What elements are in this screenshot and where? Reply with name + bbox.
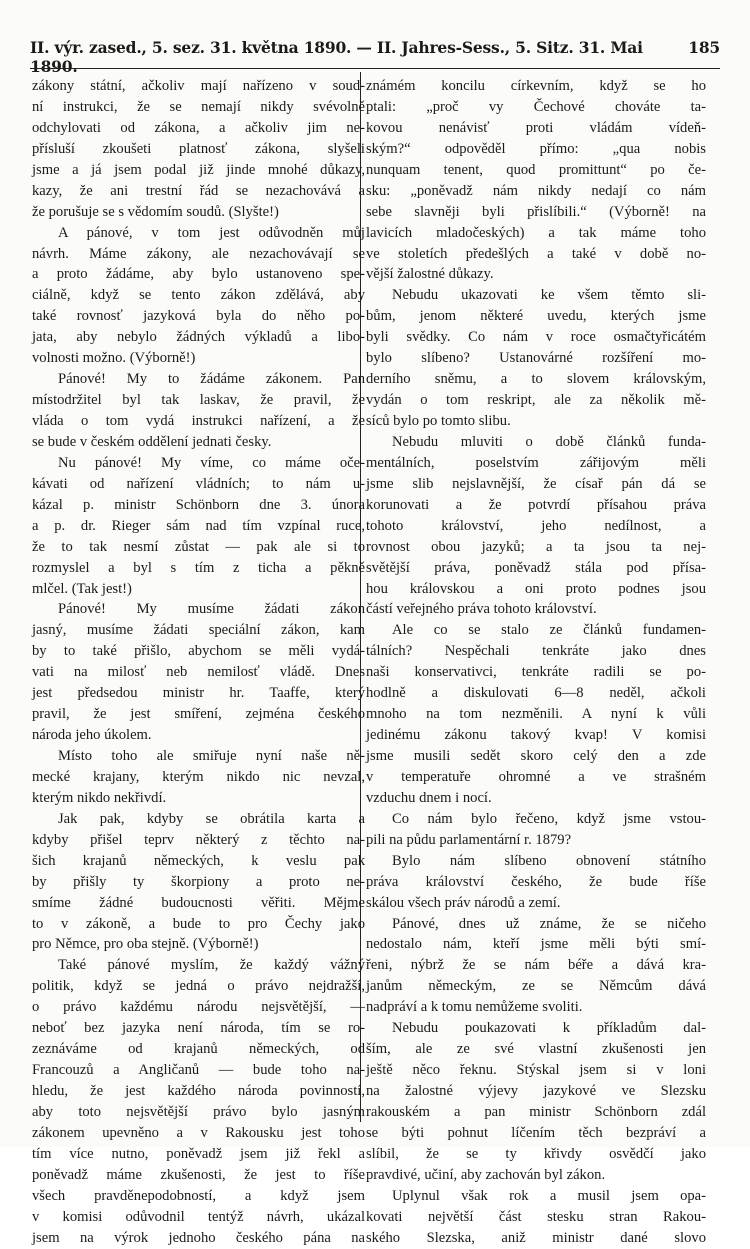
text-line: skálou všech práv národů a zemí.	[366, 894, 561, 911]
text-line: jata, aby nebylo žádných výkladů a libo-	[32, 329, 365, 346]
text-line: přísluší zkoušeti platnosť zákona, slyšeli	[32, 140, 365, 157]
text-line: hodlně a diskulovati 6—8 neděl, ačkoli	[366, 685, 706, 702]
text-line: práva království českého, že bude říše	[366, 873, 706, 890]
text-line: známém koncilu církevním, když se ho	[366, 78, 706, 94]
text-line: jest předsedou ministr hr. Taaffe, který	[32, 685, 365, 702]
text-line: světější práva, poněvadž stála pod přísa-	[366, 559, 706, 576]
text-line: Pánové! My musíme žádati zákon	[58, 601, 365, 618]
text-line: jsme slib nejslavnější, že císař pán dá se	[366, 475, 706, 492]
text-line: odchylovati od zákona, a ačkoliv jim ne-	[32, 119, 365, 136]
page-number: 185	[688, 38, 720, 57]
text-line: nedostalo nám, kteří jsme měli býti smí-	[366, 936, 706, 953]
text-line: nunquam tenent, quod promittunt“ po če-	[366, 161, 706, 178]
text-line: kazy, že ani trestní řád se nezachovává a	[32, 182, 365, 199]
text-line: síců bylo po tomto slibu.	[366, 413, 511, 429]
text-line: pili na půdu parlamentární r. 1879?	[366, 831, 572, 848]
text-line: pravdivé, učiní, aby zachován byl zákon.	[366, 1166, 606, 1183]
text-line: poněvadž máme zkušenosti, že jest to říše	[32, 1166, 365, 1183]
text-line: že to tak nesmí zůstat — pak ale si to	[32, 538, 365, 555]
text-line: Jak pak, kdyby se obrátila karta a	[58, 810, 365, 827]
text-line: rozmyslel a byl s tím z ticha a pěkně	[32, 559, 365, 576]
text-line: pro Němce, pro oba stejně. (Výborně!)	[32, 936, 259, 953]
text-line: jsme a já jsem podal již jinde mnohé důkazy,	[32, 161, 365, 178]
text-line: korunovati a že potvrdí přísahou práva	[366, 496, 706, 513]
text-line: ským?“ odpověděl přímo: „qua nobis	[366, 140, 706, 157]
header-title: II. výr. zased., 5. sez. 31. května 1890. — II. Jahres-Sess., 5. Sitz. 31. Mai 1890.	[30, 38, 643, 76]
text-line: se býti pohnut líčením těch bezpráví a	[366, 1124, 706, 1141]
text-line: rakouském a pan ministr Schönborn zdál	[366, 1103, 706, 1120]
text-line: Také pánové myslím, že každý vážný	[58, 957, 365, 974]
text-line: hledu, že jest každého národa povinností,	[32, 1083, 365, 1099]
text-line: zákony státní, ačkoliv mají nařízeno v soud-	[32, 78, 365, 94]
text-line: by to také přišlo, abychom se měli vydá-	[32, 643, 365, 660]
text-line: mecké krajany, kterým nikdo nic nevzal,	[32, 768, 365, 785]
text-line: Francouzů a Angličanů — bude toho na-	[32, 1062, 365, 1079]
text-line: o právo každému národu nejsvětější, —	[32, 999, 365, 1016]
text-line: ciálně, když se tento zákon zdělává, aby	[32, 287, 365, 304]
text-line: řeni, nýbrž že se nám béře a dává kra-	[366, 957, 706, 974]
text-line: by přišly ty škorpiony a proto ne-	[32, 873, 365, 890]
text-line: kdyby přišel teprv některý z těchto na-	[32, 831, 365, 848]
text-line: kázal p. ministr Schönborn dne 3. února	[32, 496, 365, 513]
text-line: bům, jenom některé uvedu, kterých jsme	[366, 308, 706, 325]
text-line: místodržitel byl tak laskav, že pravil, že	[32, 392, 365, 409]
text-line: tohoto království, jeho nedílnost, a	[366, 517, 706, 534]
text-line: kovati největší část stesku stran Rakou-	[366, 1208, 706, 1225]
text-line: vzduchu dnem i nocí.	[366, 789, 492, 806]
text-line: kovou nenávisť proti vládám vídeň-	[366, 119, 706, 136]
text-line: Ale co se stalo ze článků fundamen-	[392, 622, 706, 639]
left-column	[32, 76, 365, 1249]
text-line: mnoho na tom nezměnili. A nyní k vůli	[366, 706, 706, 723]
text-line: smíme žádné budoucnosti věřiti. Mějme	[32, 894, 365, 911]
text-line: vati na milosť neb nemilosť vládě. Dnes	[32, 664, 365, 681]
text-line: že porušuje se s vědomím soudů. (Slyšte!)	[32, 203, 279, 220]
text-line: hou královskou a oni proto podnes jsou	[366, 580, 706, 597]
text-line: vláda o tom vydá instrukci nařízení, a že	[32, 413, 365, 429]
text-line: ní instrukci, že se nemají nikdy svévolně	[32, 98, 365, 115]
text-line: Pánové! My to žádáme zákonem. Pan	[58, 371, 365, 388]
text-line: částí veřejného práva tohoto království.	[366, 601, 597, 618]
text-line: Uplynul však rok a musil jsem opa-	[392, 1187, 706, 1204]
text-line: slíbil, že se ty křivdy osvědčí jako	[366, 1145, 706, 1162]
text-line: tím více nutno, poněvadž jsem již řekl a	[32, 1145, 365, 1162]
text-line: A pánové, v tom jest odůvodněn můj	[58, 224, 365, 241]
text-line: jedinému zákonu takový kvap! V komisi	[366, 727, 706, 744]
text-line: v komisi odůvodnil tentýž návrh, ukázal	[32, 1208, 365, 1225]
text-line: kávati od nařízení vládních; to nám u-	[32, 475, 365, 492]
text-line: aby toto nejsvětější právo bylo jasným	[32, 1103, 365, 1120]
text-line: lavicích mladočeských) a tak máme toho	[366, 224, 706, 241]
text-line: jasný, musíme žádati speciální zákon, kam	[32, 622, 365, 639]
text-line: Co nám bylo řečeno, když jsme vstou-	[392, 810, 706, 827]
text-line: Nebudu mluviti o době článků funda-	[392, 433, 706, 450]
text-line: naši konservativci, tenkráte radili se po-	[366, 664, 706, 681]
text-line: politik, když se jedná o právo nejdražší,	[32, 978, 365, 995]
text-line: byli svědky. Co nám v roce osmačtyřicátém	[366, 329, 706, 346]
text-line: také rovnosť jazyková byla do něho po-	[32, 308, 365, 325]
text-line: sku: „poněvadž nám nikdy nedají co nám	[366, 182, 706, 199]
text-line: mlčel. (Tak jest!)	[32, 580, 132, 597]
text-line: to v zákoně, a bude to pro Čechy jako	[32, 915, 365, 932]
text-line: na žalostné výjevy jazykové ve Slezsku	[366, 1083, 706, 1099]
text-line: návrh. Máme zákony, ale nezachovávají se	[32, 245, 365, 262]
text-line: Nu pánové! My víme, co máme oče-	[58, 454, 365, 471]
text-line: derního sněmu, a to slovem královským,	[366, 371, 706, 388]
text-line: jsme musili sedět skoro celý den a zde	[366, 748, 706, 764]
text-line: ještě něco řeknu. Stýskal jsem si v loni	[366, 1062, 706, 1079]
text-line: a proto žádáme, aby bylo ustanoveno spe-	[32, 266, 365, 283]
text-line: ského Slezska, aniž ministr dané slovo	[366, 1229, 706, 1246]
text-line: národa jeho úkolem.	[32, 727, 152, 744]
text-line: ve stoletích předešlých a také v době no-	[366, 245, 706, 262]
text-line: vydán o tom reskript, ale za několik mě-	[366, 392, 706, 409]
text-line: jsem na výrok jednoho českého pána na	[32, 1229, 365, 1246]
running-header	[30, 38, 720, 76]
text-line: pravil, že jest smíření, zejména českého	[32, 706, 365, 723]
text-line: se bude v českém oddělení jednati česky.	[32, 433, 272, 450]
text-line: rovnost obou jazyků; a ta jsou ta nej-	[366, 538, 706, 555]
text-line: šich krajanů německých, k veslu pak	[32, 852, 365, 869]
header-rule	[30, 68, 720, 69]
text-line: volnosti možno. (Výborně!)	[32, 350, 196, 367]
text-line: janům německým, ze se Němcům dává	[366, 978, 706, 995]
text-line: Nebudu ukazovati ke všem těmto sli-	[392, 287, 706, 304]
text-line: kterým nikdo nekřivdí.	[32, 789, 167, 806]
text-line: mentálních, poselstvím zářijovým měli	[366, 454, 706, 471]
text-line: zeznáváme od krajanů německých, od	[32, 1041, 365, 1058]
text-line: neboť bez jazyka není národa, tím se ro-	[32, 1020, 365, 1037]
text-line: sebe slavněji byli přislíbili.“ (Výborně! na	[366, 203, 706, 220]
text-line: ším, ale ze své vlastní zkušenosti jen	[366, 1041, 706, 1058]
text-line: nadpráví a k tomu nemůžeme svoliti.	[366, 999, 583, 1016]
text-line: bylo slíbeno? Ustanovárné rozšíření mo-	[366, 350, 706, 367]
text-line: všech pravděnepodobností, a když jsem	[32, 1187, 365, 1204]
text-line: tálních? Nespěchali tenkráte jako dnes	[366, 643, 706, 660]
text-line: zákonem upevněno a v Rakousku jest toho	[32, 1124, 365, 1141]
text-line: vější žalostné důkazy.	[366, 266, 494, 283]
text-line: v temperatuře ohromné a ve strašném	[366, 768, 706, 785]
text-line: ptali: „proč vy Čechové chováte ta-	[366, 98, 706, 115]
text-line: a p. dr. Rieger sám nad tím vzpínal ruce,	[32, 517, 365, 534]
right-column	[366, 76, 706, 1249]
text-line: Pánové, dnes už známe, že se ničeho	[392, 915, 706, 932]
text-line: Místo toho ale smiřuje nyní naše ně-	[58, 748, 365, 764]
text-line: Bylo nám slíbeno obnovení státního	[392, 852, 706, 869]
text-line: Nebudu poukazovati k příkladům dal-	[392, 1020, 706, 1037]
